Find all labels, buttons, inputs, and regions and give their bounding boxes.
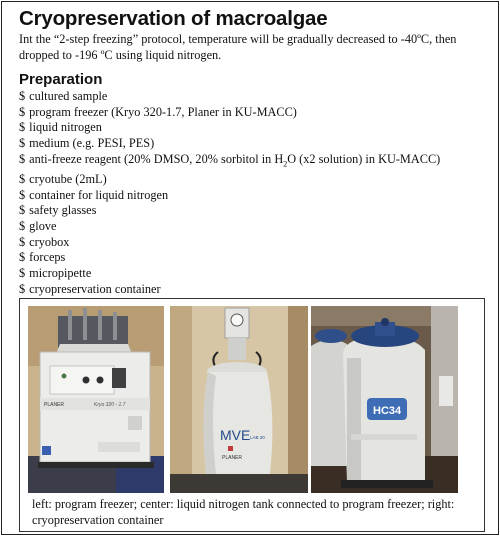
program-freezer-photo [28,306,164,493]
bullet-symbol: $ [19,136,26,151]
container-model-text: HC34 [373,405,402,417]
bullet-symbol: $ [19,171,26,186]
list-item [19,235,440,251]
list-item [19,172,440,188]
svg-text:MVE [220,427,250,443]
intro-paragraph: Int the “2-step freezing” protocol, temperature will be gradually decreased to -40ºC, then dropped to -196 ºC using liquid nitrogen. [19,32,457,62]
list-item [19,89,440,105]
list-item-text: cryotube (2mL) [29,171,107,186]
document-page [1,1,499,535]
list-item-text: cryobox [29,234,70,249]
cryopreservation-container-photo [311,306,458,493]
bullet-symbol: $ [19,250,26,265]
freezer-model-text: Kryo 320 - 1.7 [94,402,126,408]
bullet-symbol: $ [19,104,26,119]
freezer-brand-text: PLANER [44,402,65,408]
figure-caption: left: program freezer; center: liquid nitrogen tank connected to program freezer; right: cryopreservation container [32,497,455,527]
list-item-text: cultured sample [29,89,108,103]
svg-text:HC34 [373,405,402,417]
tank-maker-text: PLANER [222,455,243,461]
list-item [19,266,440,282]
list-item [19,120,440,136]
bullet-symbol: $ [19,187,26,202]
list-item-text: program freezer (Kryo 320-1.7, Planer in KU-MACC) [29,104,297,119]
svg-text:PLANER [44,402,64,408]
svg-text:LAB 20 [250,435,265,440]
list-item [19,219,440,235]
bullet-symbol: $ [19,151,26,166]
list-item-text: safety glasses [29,203,97,218]
list-item-text: cryopreservation container [29,281,161,296]
preparation-list [19,89,440,298]
list-item-text: glove [29,219,57,234]
liquid-nitrogen-tank-photo [170,306,308,493]
list-item [19,105,440,121]
subscript-2: 2 [283,159,288,169]
list-item-text: medium (e.g. PESI, PES) [29,136,155,151]
svg-text:Kryo 320 - 1.7 [94,402,126,408]
bullet-symbol: $ [19,89,26,103]
bullet-symbol: $ [19,203,26,218]
photo-figure [19,298,485,532]
svg-text:PLANER [222,455,242,461]
page-title: Cryopreservation of macroalgae [19,7,328,30]
list-item [19,188,440,204]
list-item-text: forceps [29,250,66,265]
section-heading-preparation: Preparation [19,71,103,88]
list-item [19,136,440,152]
list-item-text: liquid nitrogen [29,120,102,135]
list-item [19,203,440,219]
list-item [19,250,440,266]
bullet-symbol: $ [19,219,26,234]
bullet-symbol: $ [19,281,26,296]
list-item [19,152,440,172]
list-item-text: container for liquid nitrogen [29,187,169,202]
list-item-text-end: O (x2 solution) in KU-MACC) [287,151,441,166]
tank-brand-sub-text: LAB 20 [250,435,265,440]
tank-brand-main-text: MVE [220,427,251,443]
list-item-text-start: anti-freeze reagent (20% DMSO, 20% sorbitol in H [29,151,284,166]
bullet-symbol: $ [19,234,26,249]
list-item [19,282,440,298]
list-item-text: micropipette [29,266,92,281]
bullet-symbol: $ [19,266,26,281]
bullet-symbol: $ [19,120,26,135]
